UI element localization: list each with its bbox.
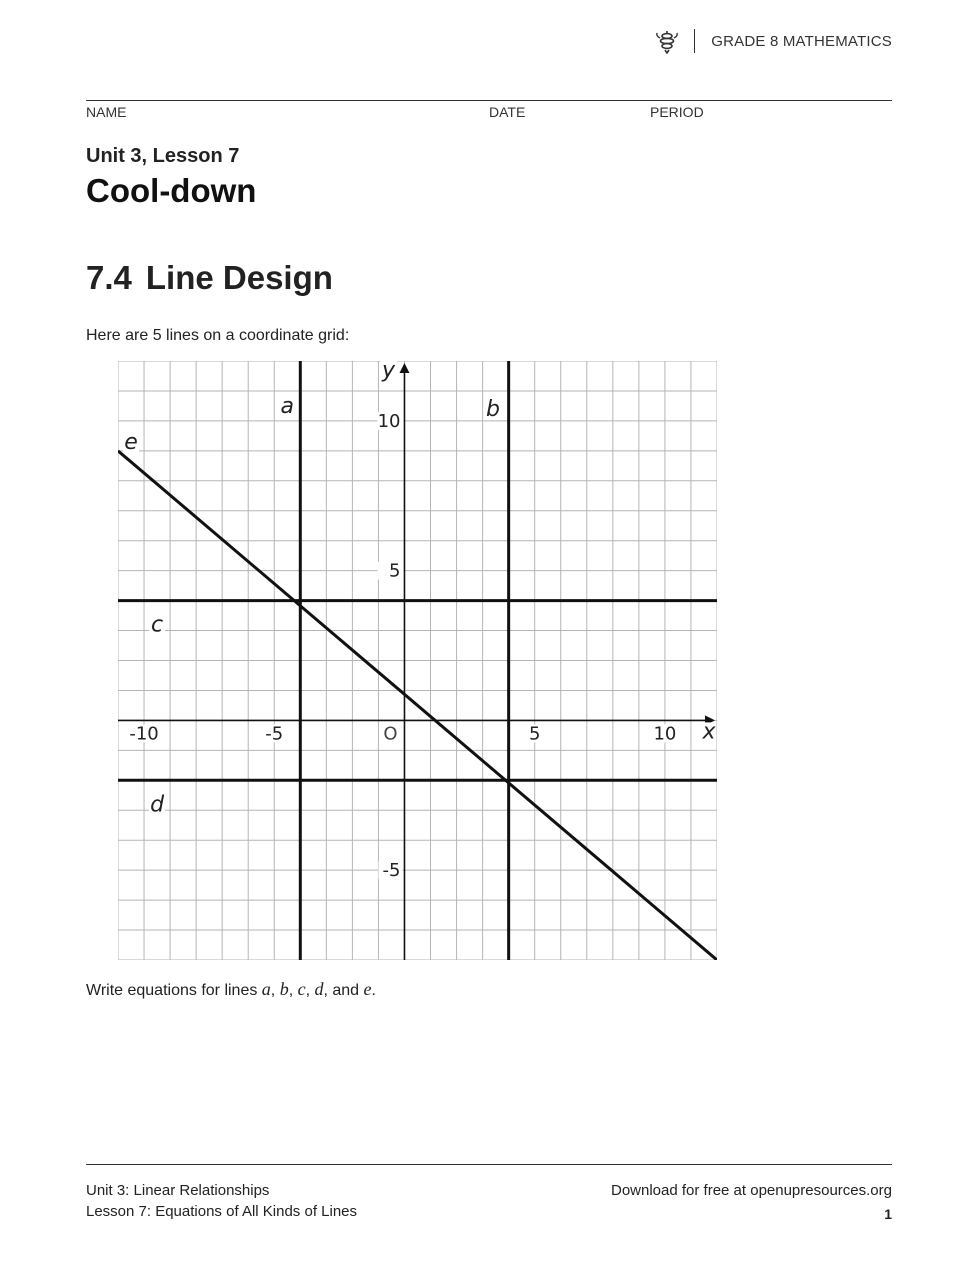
y-tick-label: 5 xyxy=(389,560,401,582)
footer-unit: Unit 3: Linear Relationships xyxy=(86,1182,270,1199)
coordinate-grid-svg xyxy=(118,361,717,960)
period-label: PERIOD xyxy=(650,104,704,120)
line-label-b: b xyxy=(486,396,501,422)
question-prefix: Write equations for lines xyxy=(86,982,262,999)
footer-download: Download for free at openupresources.org xyxy=(610,1182,892,1199)
bee-logo-icon xyxy=(654,28,680,54)
page-header xyxy=(654,28,892,54)
question-variable-a: a xyxy=(261,979,271,999)
page-title: Cool-down xyxy=(86,172,257,209)
question-separator: , and xyxy=(323,982,364,999)
question-variable-e: e xyxy=(363,979,372,999)
section-number: 7.4 xyxy=(86,259,132,296)
question-separator: , xyxy=(288,982,298,999)
question-text xyxy=(86,979,376,1000)
x-tick-label: -10 xyxy=(129,723,159,745)
question-separator: , xyxy=(305,982,315,999)
y-axis-arrow xyxy=(399,363,409,373)
section-heading xyxy=(86,259,333,297)
question-variable-c: c xyxy=(297,979,306,999)
y-tick-label: -5 xyxy=(382,860,401,882)
line-e xyxy=(118,451,717,960)
line-label-c: c xyxy=(151,612,164,638)
x-tick-label: -5 xyxy=(265,723,284,745)
name-label: NAME xyxy=(86,104,127,120)
footer-line xyxy=(86,1164,892,1165)
question-end: . xyxy=(371,982,376,999)
origin-label: O xyxy=(383,723,398,745)
footer-lesson: Lesson 7: Equations of All Kinds of Lines xyxy=(86,1203,358,1220)
footer-left xyxy=(86,1180,357,1222)
x-tick-label: 5 xyxy=(528,723,541,745)
line-label-d: d xyxy=(150,792,165,818)
y-tick-label: 10 xyxy=(377,410,401,432)
header-divider xyxy=(694,29,695,53)
question-variable-d: d xyxy=(314,979,324,999)
question-separator: , xyxy=(270,982,280,999)
date-label: DATE xyxy=(489,104,526,120)
y-axis-label: y xyxy=(381,361,395,383)
x-axis-label: x xyxy=(702,719,716,745)
question-variables xyxy=(261,979,372,999)
section-title: Line Design xyxy=(145,259,333,296)
page-number: 1 xyxy=(884,1206,892,1222)
line-label-a: a xyxy=(280,393,295,419)
question-variable-b: b xyxy=(279,979,289,999)
intro-text: Here are 5 lines on a coordinate grid: xyxy=(86,327,350,344)
unit-lesson-heading: Unit 3, Lesson 7 xyxy=(86,145,240,167)
coordinate-grid xyxy=(118,361,717,960)
line-label-e: e xyxy=(124,429,138,455)
x-tick-label: 10 xyxy=(653,723,677,745)
course-title: GRADE 8 MATHEMATICS xyxy=(711,32,892,50)
name-line xyxy=(86,100,892,101)
